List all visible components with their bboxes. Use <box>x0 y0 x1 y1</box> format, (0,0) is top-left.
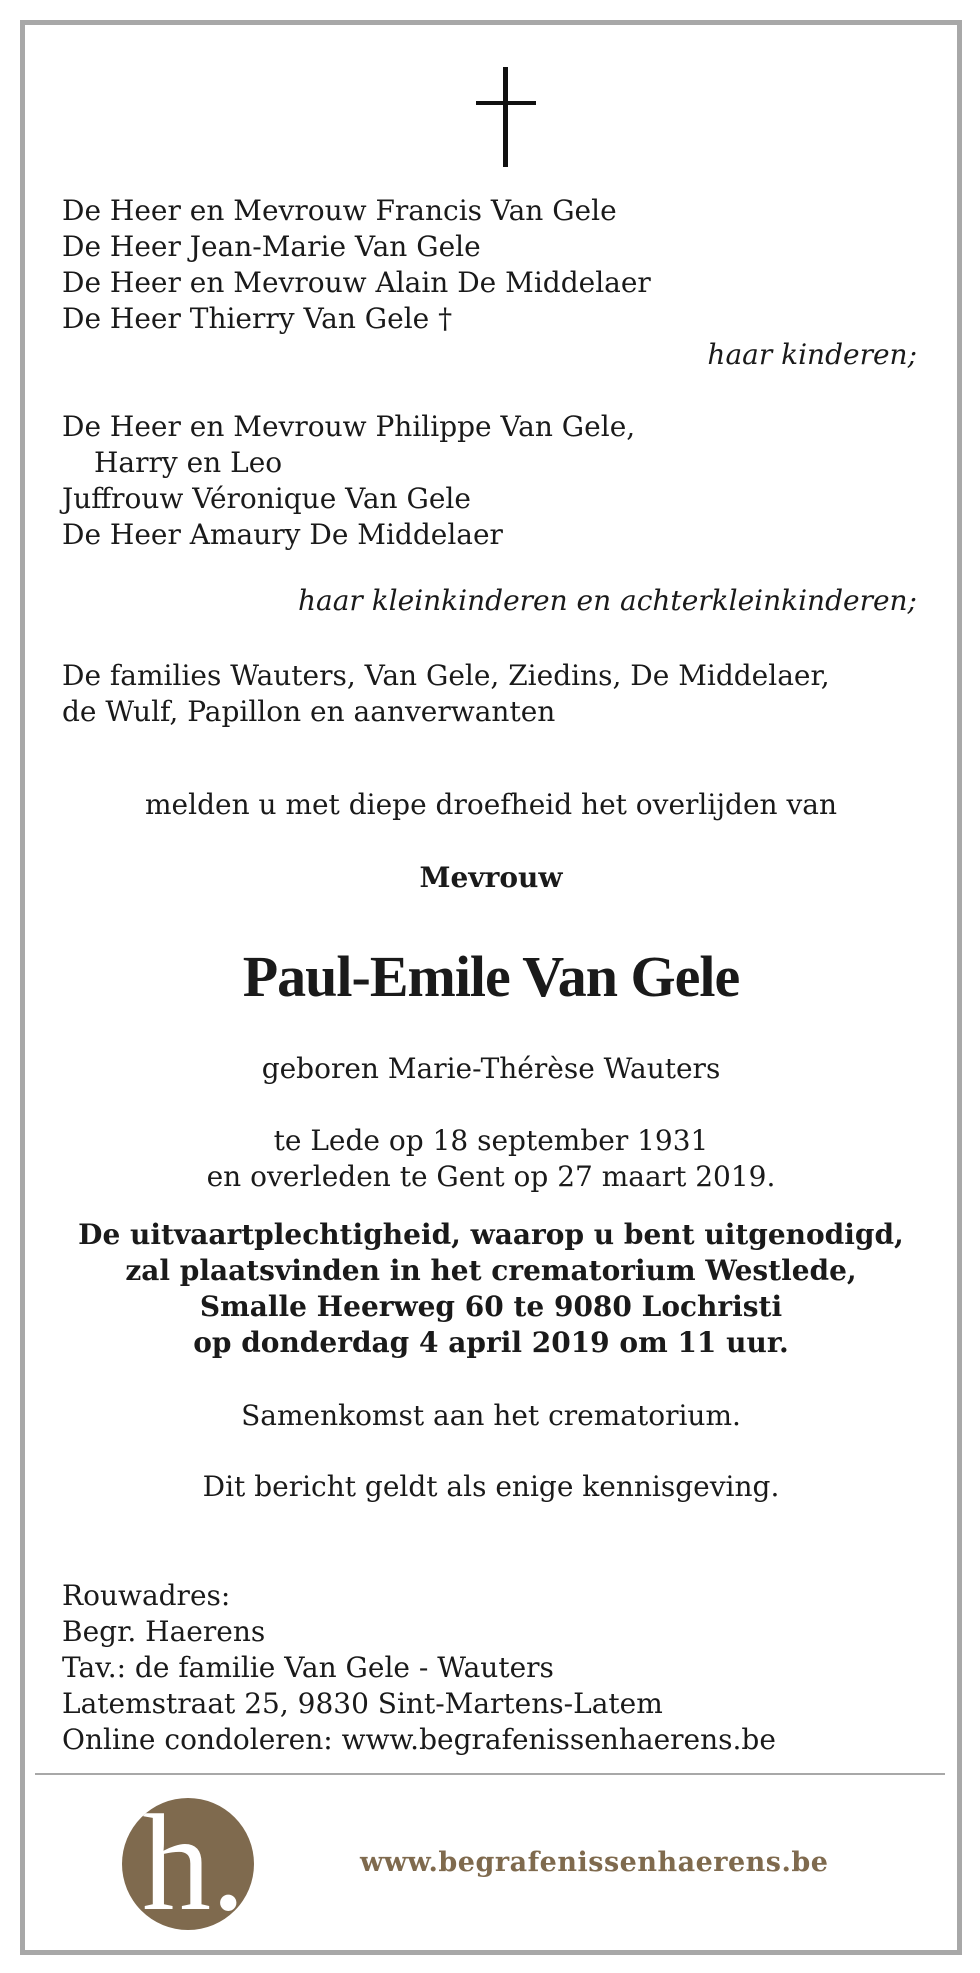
grandchildren-role: haar kleinkinderen en achterkleinkinderen; <box>298 584 917 617</box>
grandchild-line: De Heer en Mevrouw Philippe Van Gele, <box>62 410 636 443</box>
families-list <box>62 658 922 730</box>
address-line: Begr. Haerens <box>62 1615 266 1648</box>
death-details: en overleden te Gent op 27 maart 2019. <box>206 1160 776 1193</box>
footer-website-link[interactable]: www.begrafenissenhaerens.be <box>360 1847 829 1878</box>
obituary-card <box>20 20 962 1955</box>
grandchildren-list <box>62 409 922 553</box>
address-line: Latemstraat 25, 9830 Sint-Martens-Latem <box>62 1687 663 1720</box>
footer-divider <box>35 1773 945 1775</box>
birth-name: geboren Marie-Thérèse Wauters <box>261 1052 721 1085</box>
child-line: De Heer en Mevrouw Alain De Middelaer <box>62 266 651 299</box>
family-line: de Wulf, Papillon en aanverwanten <box>62 695 556 728</box>
birth-details: te Lede op 18 september 1931 <box>273 1124 709 1157</box>
cross-icon <box>476 67 536 167</box>
logo-letter: h. <box>142 1798 246 1930</box>
gathering-text: Samenkomst aan het crematorium. <box>241 1399 741 1432</box>
ceremony-line: zal plaatsvinden in het crematorium Westlede, <box>125 1254 857 1287</box>
grandchild-line: Juffrouw Véronique Van Gele <box>62 482 471 515</box>
ceremony-line: Smalle Heerweg 60 te 9080 Lochristi <box>199 1290 783 1323</box>
ceremony-line: op donderdag 4 april 2019 om 11 uur. <box>193 1326 789 1359</box>
children-role: haar kinderen; <box>707 338 917 371</box>
grandchild-line: Harry en Leo <box>94 446 283 479</box>
children-list <box>62 193 922 337</box>
address-line: Rouwadres: <box>62 1579 231 1612</box>
family-line: De families Wauters, Van Gele, Ziedins, De Middelaer, <box>62 659 830 692</box>
address-line: Tav.: de familie Van Gele - Wauters <box>62 1651 554 1684</box>
notice-text: Dit bericht geldt als enige kennisgeving. <box>202 1470 780 1503</box>
child-line: De Heer en Mevrouw Francis Van Gele <box>62 194 617 227</box>
grandchild-line: De Heer Amaury De Middelaer <box>62 518 503 551</box>
ceremony-line: De uitvaartplechtigheid, waarop u bent uitgenodigd, <box>78 1218 904 1251</box>
child-line: De Heer Thierry Van Gele † <box>62 302 453 335</box>
announcement-text: melden u met diepe droefheid het overlijden van <box>145 788 837 821</box>
deceased-title: Mevrouw <box>419 861 563 894</box>
mourning-address <box>62 1578 922 1758</box>
address-line: Online condoleren: www.begrafenissenhaerens.be <box>62 1723 776 1756</box>
funeral-home-logo <box>122 1798 254 1930</box>
deceased-name: Paul-Emile Van Gele <box>242 944 740 1009</box>
child-line: De Heer Jean-Marie Van Gele <box>62 230 481 263</box>
